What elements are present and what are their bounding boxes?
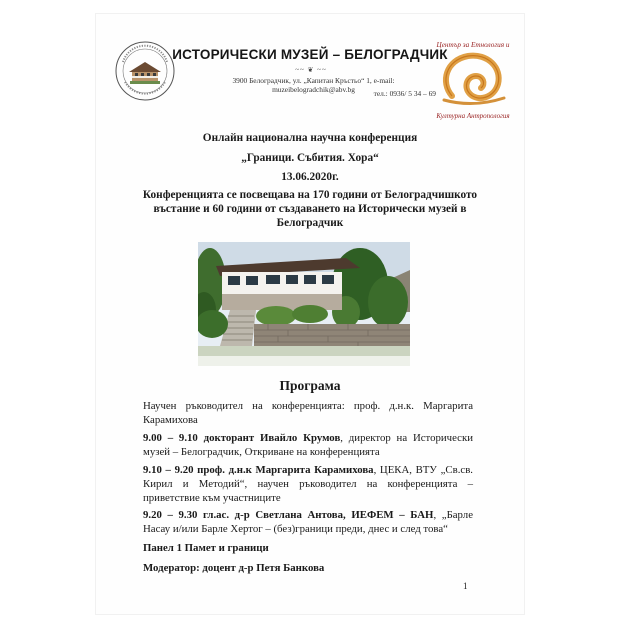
conference-dedication: Конференцията се посвещава на 170 години от Белоградчишкото въстание и 60 години от създаването на Исторически музей в Белоградчик xyxy=(142,189,478,229)
program-heading: Програма xyxy=(279,378,341,393)
program-item-details: , ЦЕКА, ВТУ „Св.св. Кирил и Методий“, научен ръководител на конференцията – приветствие към участниците xyxy=(143,464,473,505)
museum-phone: тел.: 0936/ 5 34 – 69 xyxy=(373,89,436,98)
program-item xyxy=(143,463,473,505)
museum-address: 3900 Белоградчик, ул. „Капитан Кръстьо“ 1, e-mail: muzeibelogradchik@abv.bg xyxy=(232,76,395,94)
program-item-details: , директор на Исторически музей – Белоградчик, Откриване на конференцията xyxy=(143,432,473,459)
snail-spiral-icon xyxy=(430,38,516,122)
conference-type: Онлайн национална научна конференция xyxy=(202,132,418,144)
museum-building-photo xyxy=(198,242,410,366)
program-item-time-speaker: 9.20 – 9.30 гл.ас. д-р Светлана Антова, ИЕФЕМ – БАН xyxy=(143,509,434,521)
program-item-details: , „Барле Насау и/или Барле Хертог – (без)граници преди, днес и след това“ xyxy=(143,509,473,536)
document-page xyxy=(96,14,524,614)
program-item-time-speaker: 9.10 – 9.20 проф. д.н.к Маргарита Карамихова xyxy=(143,464,374,476)
page-number: 1 xyxy=(463,581,468,591)
panel-title: Панел 1 Памет и граници xyxy=(143,542,269,554)
logo-bottom-text: Културна Антропология xyxy=(436,112,510,120)
header-ornament: ~~ ❦ ~~ xyxy=(295,66,327,74)
conference-date: 13.06.2020г. xyxy=(281,171,339,183)
program-item-time-speaker: 9.00 – 9.10 докторант Ивайло Крумов xyxy=(143,432,341,444)
museum-title: ИСТОРИЧЕСКИ МУЗЕЙ – БЕЛОГРАДЧИК xyxy=(172,47,448,62)
conference-title: „Граници. Събития. Хора“ xyxy=(241,152,379,164)
scientific-lead: Научен ръководител на конференцията: проф. д.н.к. Маргарита Карамихова xyxy=(143,400,473,427)
program-item xyxy=(143,431,473,459)
program-item xyxy=(143,508,473,536)
logo-top-text: Център за Етнология и xyxy=(436,41,510,49)
panel-moderator: Модератор: доцент д-р Петя Банкова xyxy=(143,562,325,574)
